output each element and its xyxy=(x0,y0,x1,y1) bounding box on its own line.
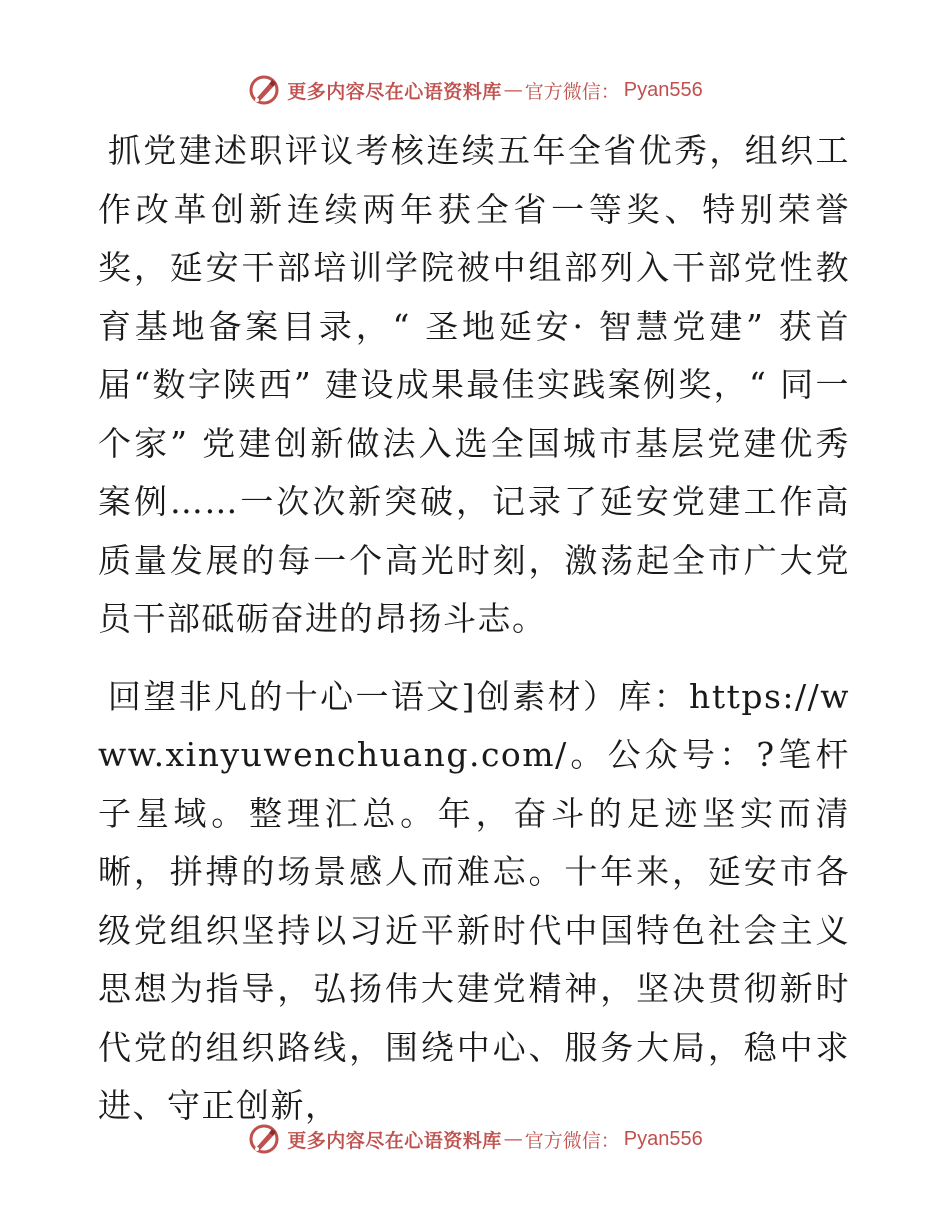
banner-wechat-id: Pyan556 xyxy=(623,1127,703,1150)
banner-slogan: 更多内容尽在心语资料库 xyxy=(287,1129,502,1152)
banner-dash: — xyxy=(503,1128,523,1150)
banner-slogan: 更多内容尽在心语资料库 xyxy=(287,80,502,103)
header-watermark-banner xyxy=(0,68,950,112)
document-body xyxy=(98,122,850,1136)
banner-wechat-label: 官方微信： xyxy=(524,1129,620,1152)
banner-wechat-label: 官方微信： xyxy=(524,80,620,103)
pen-circle-logo-icon xyxy=(247,1122,281,1156)
footer-watermark-banner xyxy=(0,1117,950,1161)
pen-circle-logo-icon xyxy=(247,73,281,107)
banner-wechat-id: Pyan556 xyxy=(623,78,703,101)
paragraph-1: 抓党建述职评议考核连续五年全省优秀，组织工作改革创新连续两年获全省一等奖、特别荣誉奖，延安干部培训学院被中组部列入干部党性教育基地备案目录，“ 圣地延安· 智慧党建” 获首届“数字陕西” 建设成果最佳实践案例奖，“ 同一个家” 党建创新做法入选全国城市基层党建优秀案例……一次次新突破，记录了延安党建工作高质量发展的每一个高光时刻，激荡起全市广大党员干部砥砺奋进的昂扬斗志。 xyxy=(98,131,850,638)
banner-dash: — xyxy=(503,79,523,101)
paragraph-2: 回望非凡的十心一语文]创素材）库：https://www.xinyuwenchuang.com/。公众号：?笔杆子星域。整理汇总。年，奋斗的足迹坚实而清晰，拼搏的场景感人而难忘。十年来，延安市各级党组织坚持以习近平新时代中国特色社会主义思想为指导，弘扬伟大建党精神，坚决贯彻新时代党的组织路线，围绕中心、服务大局，稳中求进、守正创新， xyxy=(98,676,850,1125)
